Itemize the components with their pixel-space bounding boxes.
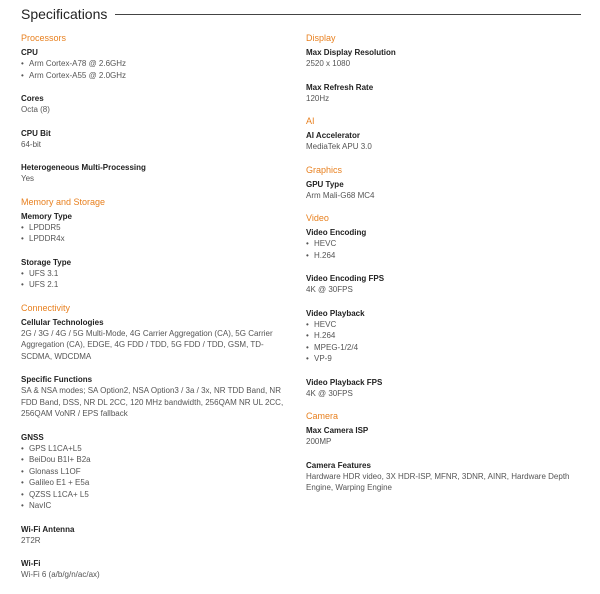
spec-max-display-resolution: [306, 47, 576, 70]
spec-label: Max Display Resolution: [306, 48, 396, 57]
spec-value: 2T2R: [21, 535, 41, 545]
spec-label: CPU Bit: [21, 128, 51, 138]
spec-value-list: [306, 238, 576, 261]
section-title: Graphics: [306, 164, 343, 175]
spec-label: Specific Functions: [21, 375, 93, 384]
list-item: • UFS 2.1: [21, 279, 291, 291]
spec-label: Wi-Fi Antenna: [21, 524, 75, 534]
section-title: Video: [306, 213, 329, 223]
list-item: • Arm Cortex-A78 @ 2.6GHz: [21, 58, 291, 70]
spec-label: Max Refresh Rate: [306, 82, 374, 92]
spec-label: GNSS: [21, 432, 44, 442]
spec-value: 4K @ 30FPS: [306, 285, 353, 294]
spec-value-list: [21, 443, 291, 512]
spec-label: Heterogeneous Multi-Processing: [21, 163, 146, 172]
spec-label: Video Playback: [306, 308, 365, 318]
spec-label: Cores: [21, 94, 44, 103]
spec-value-list: [21, 222, 291, 245]
spec-label: Video Encoding FPS: [306, 274, 385, 283]
list-item: • MPEG-1/2/4: [306, 342, 576, 354]
spec-cpu-bit: [21, 128, 291, 151]
spec-section-camera: [306, 411, 576, 494]
spec-video-playback-fps: [306, 377, 576, 400]
spec-section-display: [306, 33, 576, 104]
spec-cores: [21, 93, 291, 116]
spec-max-refresh-rate: [306, 82, 576, 105]
section-title: Processors: [21, 33, 67, 43]
spec-label: Video Encoding: [306, 228, 367, 237]
spec-heterogeneous-multi-processing: [21, 162, 291, 185]
spec-max-camera-isp: [306, 425, 576, 448]
section-title: Camera: [306, 411, 339, 421]
right-column: [306, 33, 576, 506]
spec-value: 2G / 3G / 4G / 5G Multi-Mode, 4G Carrier Aggregation (CA), 5G Carrier Aggregation (CA), EDGE, 4G FDD / TDD, 5G FDD / TDD, GSM, TD-SCDMA, WDCDMA: [21, 328, 273, 361]
spec-label: Camera Features: [306, 460, 371, 470]
spec-value: 64-bit: [21, 139, 42, 149]
spec-section-processors: [21, 33, 291, 185]
spec-value: Yes: [21, 174, 35, 183]
spec-section-ai: [306, 116, 576, 153]
spec-label: Memory Type: [21, 211, 72, 221]
list-item: • HEVC: [306, 319, 576, 331]
spec-label: Cellular Technologies: [21, 317, 104, 327]
list-item: • UFS 3.1: [21, 268, 291, 280]
list-item: • Glonass L1OF: [21, 466, 291, 478]
spec-label: Wi-Fi: [21, 559, 41, 568]
spec-value: 200MP: [306, 437, 332, 446]
spec-camera-features: [306, 460, 576, 494]
spec-gpu-type: [306, 179, 576, 202]
spec-section-memory-and-storage: [21, 197, 291, 291]
spec-memory-type: [21, 211, 291, 245]
spec-section-video: [306, 213, 576, 399]
spec-value-list: [21, 268, 291, 291]
list-item: • LPDDR5: [21, 222, 291, 234]
spec-value: Hardware HDR video, 3X HDR-ISP, MFNR, 3DNR, AINR, Hardware Depth Engine, Warping Engine: [306, 471, 570, 492]
spec-section-connectivity: [21, 303, 291, 581]
list-item: • NavIC: [21, 500, 291, 512]
list-item: • Arm Cortex-A55 @ 2.0GHz: [21, 70, 291, 82]
spec-value: 120Hz: [306, 93, 330, 103]
spec-value: Wi-Fi 6 (a/b/g/n/ac/ax): [21, 570, 100, 579]
left-column: [21, 33, 291, 593]
section-title: Display: [306, 33, 336, 43]
list-item: • QZSS L1CA+ L5: [21, 489, 291, 501]
spec-value: 2520 x 1080: [306, 59, 351, 68]
page-header: [21, 5, 581, 23]
spec-video-playback: [306, 308, 576, 365]
page-title: Specifications: [21, 5, 115, 23]
spec-label: Video Playback FPS: [306, 377, 383, 387]
spec-label: Max Camera ISP: [306, 426, 369, 435]
spec-value-list: [21, 58, 291, 81]
section-title: Memory and Storage: [21, 196, 106, 207]
list-item: • LPDDR4x: [21, 233, 291, 245]
spec-cpu: [21, 47, 291, 81]
section-title: AI: [306, 116, 315, 126]
spec-label: CPU: [21, 48, 38, 57]
spec-wi-fi: [21, 558, 291, 581]
section-title: Connectivity: [21, 302, 71, 313]
spec-wi-fi-antenna: [21, 524, 291, 547]
list-item: • GPS L1CA+L5: [21, 443, 291, 455]
list-item: • H.264: [306, 330, 576, 342]
spec-specific-functions: [21, 374, 291, 420]
list-item: • H.264: [306, 250, 576, 262]
spec-video-encoding-fps: [306, 273, 576, 296]
list-item: • VP-9: [306, 353, 576, 365]
spec-label: AI Accelerator: [306, 131, 360, 140]
spec-value: SA & NSA modes; SA Option2, NSA Option3 / 3a / 3x, NR TDD Band, NR FDD Band, DSS, NR DL 2CC, 120 MHz bandwidth, 256QAM NR UL 2CC, 256QAM VoNR / EPS fallback: [21, 386, 284, 418]
spec-cellular-technologies: [21, 317, 291, 363]
spec-gnss: [21, 432, 291, 512]
spec-value: 4K @ 30FPS: [306, 388, 353, 398]
spec-label: Storage Type: [21, 257, 72, 267]
spec-video-encoding: [306, 227, 576, 261]
spec-value-list: [306, 319, 576, 365]
spec-value: MediaTek APU 3.0: [306, 142, 372, 151]
spec-label: GPU Type: [306, 179, 344, 189]
spec-value: Octa (8): [21, 105, 50, 114]
spec-value: Arm Mali-G68 MC4: [306, 190, 375, 200]
spec-ai-accelerator: [306, 130, 576, 153]
list-item: • HEVC: [306, 238, 576, 250]
list-item: • BeiDou B1I+ B2a: [21, 454, 291, 466]
list-item: • Galileo E1 + E5a: [21, 477, 291, 489]
spec-section-graphics: [306, 165, 576, 202]
spec-storage-type: [21, 257, 291, 291]
